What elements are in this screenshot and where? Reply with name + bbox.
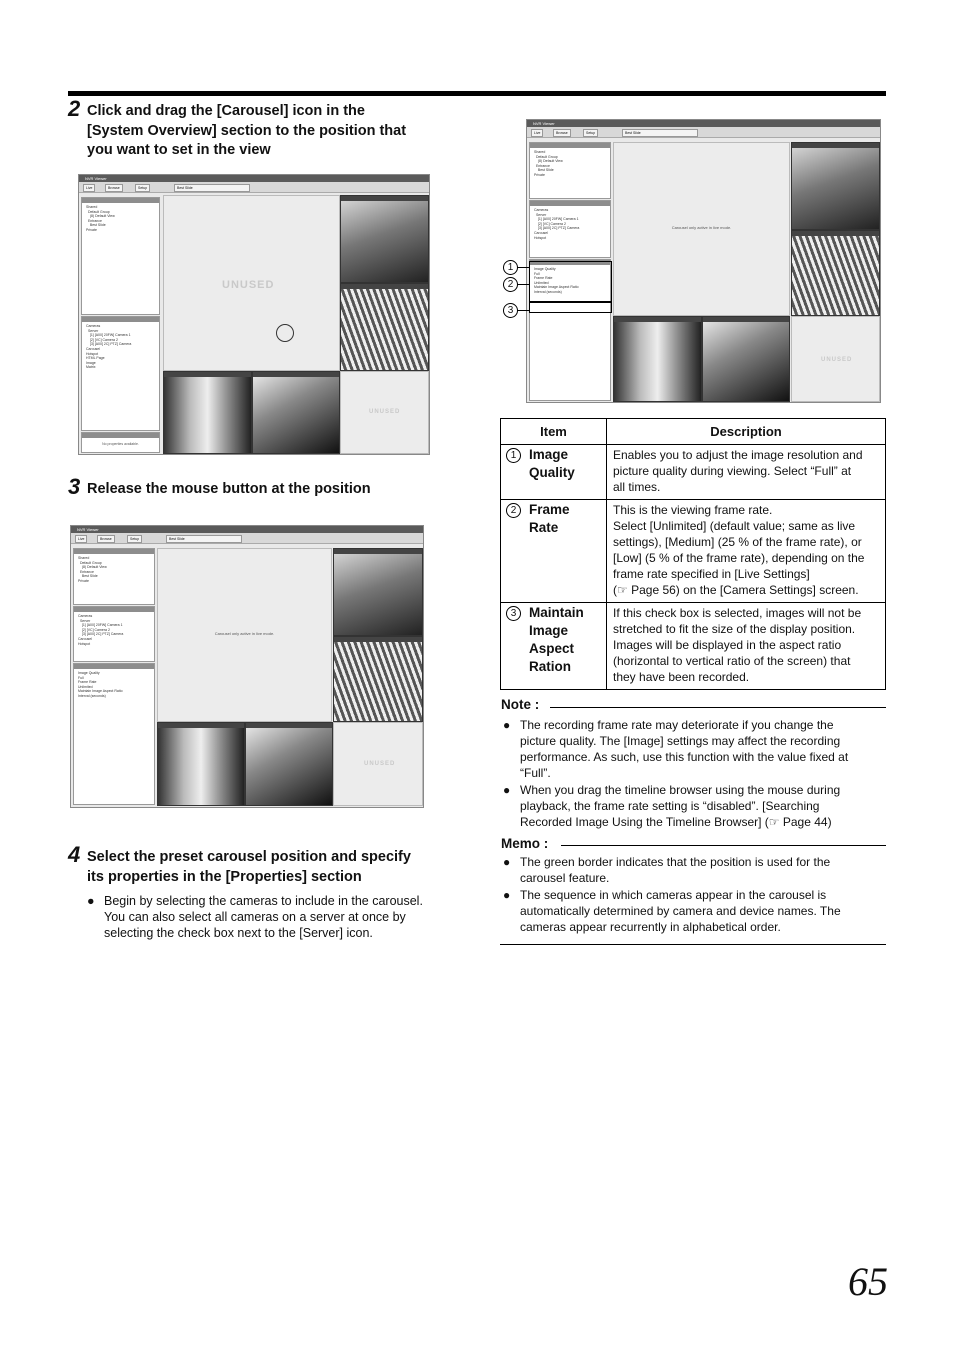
callout-leader [517,284,529,285]
note-bullet-text: The recording frame rate may deteriorate if you change the picture quality. The [Image] settings may affect the recording performance. As such, use this function with the value fixed at “Full”. [520,718,849,780]
callout-3: 3 [503,303,518,318]
bullet-icon: ● [503,783,511,797]
screenshot-step-2 [78,174,430,455]
step-2-line: [System Overview] section to the position that [87,122,407,139]
table-item-cell: 3 Maintain Image Aspect Ration [501,603,607,690]
bullet-icon: ● [503,855,511,869]
note-bullet [503,717,886,781]
table-description-cell: Enables you to adjust the image resolution and picture quality during viewing. Select “Full” at all times. [607,445,886,500]
camera-view-2[interactable] [791,230,880,316]
memo-bottom-rule [500,944,886,945]
step-2-line: you want to set in the view [87,142,271,158]
step-2-number: 2 [68,96,81,121]
camera-view-4[interactable] [252,371,340,454]
app-toolbar [79,182,429,193]
tab-setup[interactable]: Setup [583,129,598,137]
carousel-drag-cursor-icon [276,324,294,342]
carousel-message: Carousel only active in live mode. [671,225,732,230]
properties-tree: Image Quality Full Frame Rate Unlimited Maintain Image Aspect Ratio Interval (seconds) [78,671,123,698]
table-description-cell: If this check box is selected, images will not be stretched to fit the size of the display position. Images will be displayed in the aspect ratio (horizontal to vertical ratio of the screen) that they have been recorded. [607,603,886,690]
properties-tree: Image Quality Full Frame Rate Unlimited Maintain Image Aspect Ratio Interval (seconds) [534,267,579,294]
top-rule [68,91,886,96]
interval-highlight-box [529,302,612,313]
properties-panel [73,663,155,805]
memo-bullet [503,854,886,886]
unused-label: UNUSED [821,357,853,363]
step-2-line: Click and drag the [Carousel] icon in the [87,103,365,119]
callout-leader [517,267,529,268]
views-panel [73,548,155,605]
description-table [500,418,886,690]
memo-bullet [503,887,886,935]
view-cell-unused[interactable] [163,195,340,371]
views-tree: Shared Default Group (8) Default View Entrance Best Slide Private [534,150,563,177]
table-header-description: Description [607,419,886,445]
no-properties-text: No properties available. [102,442,139,446]
table-header-item: Item [501,419,607,445]
camera-view-1[interactable] [340,195,429,283]
tab-browse[interactable]: Browse [105,184,123,192]
view-selector[interactable]: Best Slide [622,129,698,137]
camera-view-4[interactable] [245,722,333,806]
table-description-cell: This is the viewing frame rate. Select [Unlimited] (default value; same as live settings), [Medium] (25 % of the frame rate), or [Low] (5 % of the frame rate), depending on the frame rate specified in [Live Settings] (☞ Page 56) on the [Camera Settings] screen. [607,500,886,603]
system-overview-panel [529,200,611,258]
item-number-icon: 3 [506,606,521,621]
app-toolbar [527,127,880,138]
camera-view-2[interactable] [340,283,429,371]
view-cell-unused[interactable] [791,316,880,402]
memo-heading: Memo : [501,836,549,851]
overview-tree: Cameras Server [1] [A00] 20FW] Camera 1 [2] [VC] Camera 2 [3] [A00] 2C] PTZ] Camera Carousel Hotspot [534,208,580,240]
memo-bullet-text: The sequence in which cameras appear in the carousel is automatically determined by camera and device names. The cameras appear recurrently in alphabetical order. [520,888,841,934]
table-item-cell: 2 Frame Rate [501,500,607,603]
view-selector[interactable]: Best Slide [174,184,250,192]
camera-view-1[interactable] [333,548,423,636]
bullet-icon: ● [503,718,511,732]
app-titlebar [71,526,423,533]
properties-highlight-box [529,261,612,302]
step-4-line: its properties in the [Properties] section [87,868,362,885]
callout-2: 2 [503,277,518,292]
tab-live[interactable]: Live [531,129,543,137]
view-cell-unused[interactable] [333,722,423,806]
overview-tree: Cameras Server [1] [A00] 20FW] Camera 1 [2] [VC] Camera 2 [3] [A00] 2C] PTZ] Camera Carousel Hotspot HTML Page Image Matrix [86,324,132,370]
note-heading: Note : [501,697,540,712]
callout-1: 1 [503,260,518,275]
camera-view-2[interactable] [333,636,423,722]
item-number-icon: 1 [506,448,521,463]
views-panel [529,142,611,199]
camera-view-3[interactable] [613,316,702,402]
screenshot-step-3 [70,525,424,808]
tab-setup[interactable]: Setup [127,535,142,543]
tab-browse[interactable]: Browse [553,129,571,137]
unused-label: UNUSED [369,409,401,415]
table-header-row [501,419,886,445]
app-titlebar [79,175,429,182]
page-number: 65 [848,1259,888,1304]
properties-panel [81,432,160,453]
bullet-icon: ● [503,888,511,902]
step-3-line: Release the mouse button at the position [87,481,371,497]
step-4-line: Select the preset carousel position and specify [87,849,411,865]
views-panel [81,197,160,315]
tab-setup[interactable]: Setup [135,184,150,192]
note-rule [550,707,886,708]
app-title: NVR Viewer [77,527,99,532]
overview-tree: Cameras Server [1] [A00] 20FW] Camera 1 [2] [VC] Camera 2 [3] [A00] 2C] PTZ] Camera Carousel Hotspot [78,614,124,646]
camera-view-3[interactable] [163,371,252,454]
bullet-text: Begin by selecting the cameras to include in the carousel. You can also select all cameras on a server at once by selecting the check box next to the [Server] icon. [104,894,423,940]
step-4-text [87,848,467,887]
step-4-bullet [87,893,462,943]
step-4-number: 4 [68,842,81,867]
item-number-icon: 2 [506,503,521,518]
views-tree: Shared Default Group (8) Default View Entrance Best Slide Private [78,556,107,583]
table-row [501,603,886,690]
step-3-text [87,480,467,500]
unused-label: UNUSED [222,279,275,291]
table-row [501,445,886,500]
view-cell-unused-2[interactable] [340,371,429,454]
system-overview-panel [81,316,160,431]
step-3-number: 3 [68,474,81,499]
unused-label: UNUSED [364,761,396,767]
app-titlebar [527,120,880,127]
views-tree: Shared Default Group (8) Default View Entrance Best Slide Private [86,205,115,232]
table-item-cell: 1 Image Quality [501,445,607,500]
note-bullet [503,782,886,830]
app-title: NVR Viewer [533,121,555,126]
memo-rule [561,845,886,846]
system-overview-panel [73,606,155,662]
note-bullet-text: When you drag the timeline browser using the mouse during playback, the frame rate setting is “disabled”. [Searching Recorded Image Using the Timeline Browser] (☞ Page 44) [520,783,841,829]
tab-browse[interactable]: Browse [97,535,115,543]
camera-view-3[interactable] [157,722,245,806]
carousel-view-cell[interactable] [157,548,332,722]
app-toolbar [71,533,423,544]
tab-live[interactable]: Live [75,535,87,543]
carousel-view-cell[interactable] [613,142,790,316]
callout-leader [517,310,529,311]
memo-bullet-text: The green border indicates that the position is used for the carousel feature. [520,855,831,885]
app-title: NVR Viewer [85,176,107,181]
tab-live[interactable]: Live [83,184,95,192]
table-row [501,500,886,603]
camera-view-4[interactable] [702,316,790,402]
step-2-text [87,102,467,161]
view-selector[interactable]: Best Slide [166,535,242,543]
carousel-message: Carousel only active in live mode. [214,631,275,636]
camera-view-1[interactable] [791,142,880,230]
bullet-icon: ● [87,894,95,908]
